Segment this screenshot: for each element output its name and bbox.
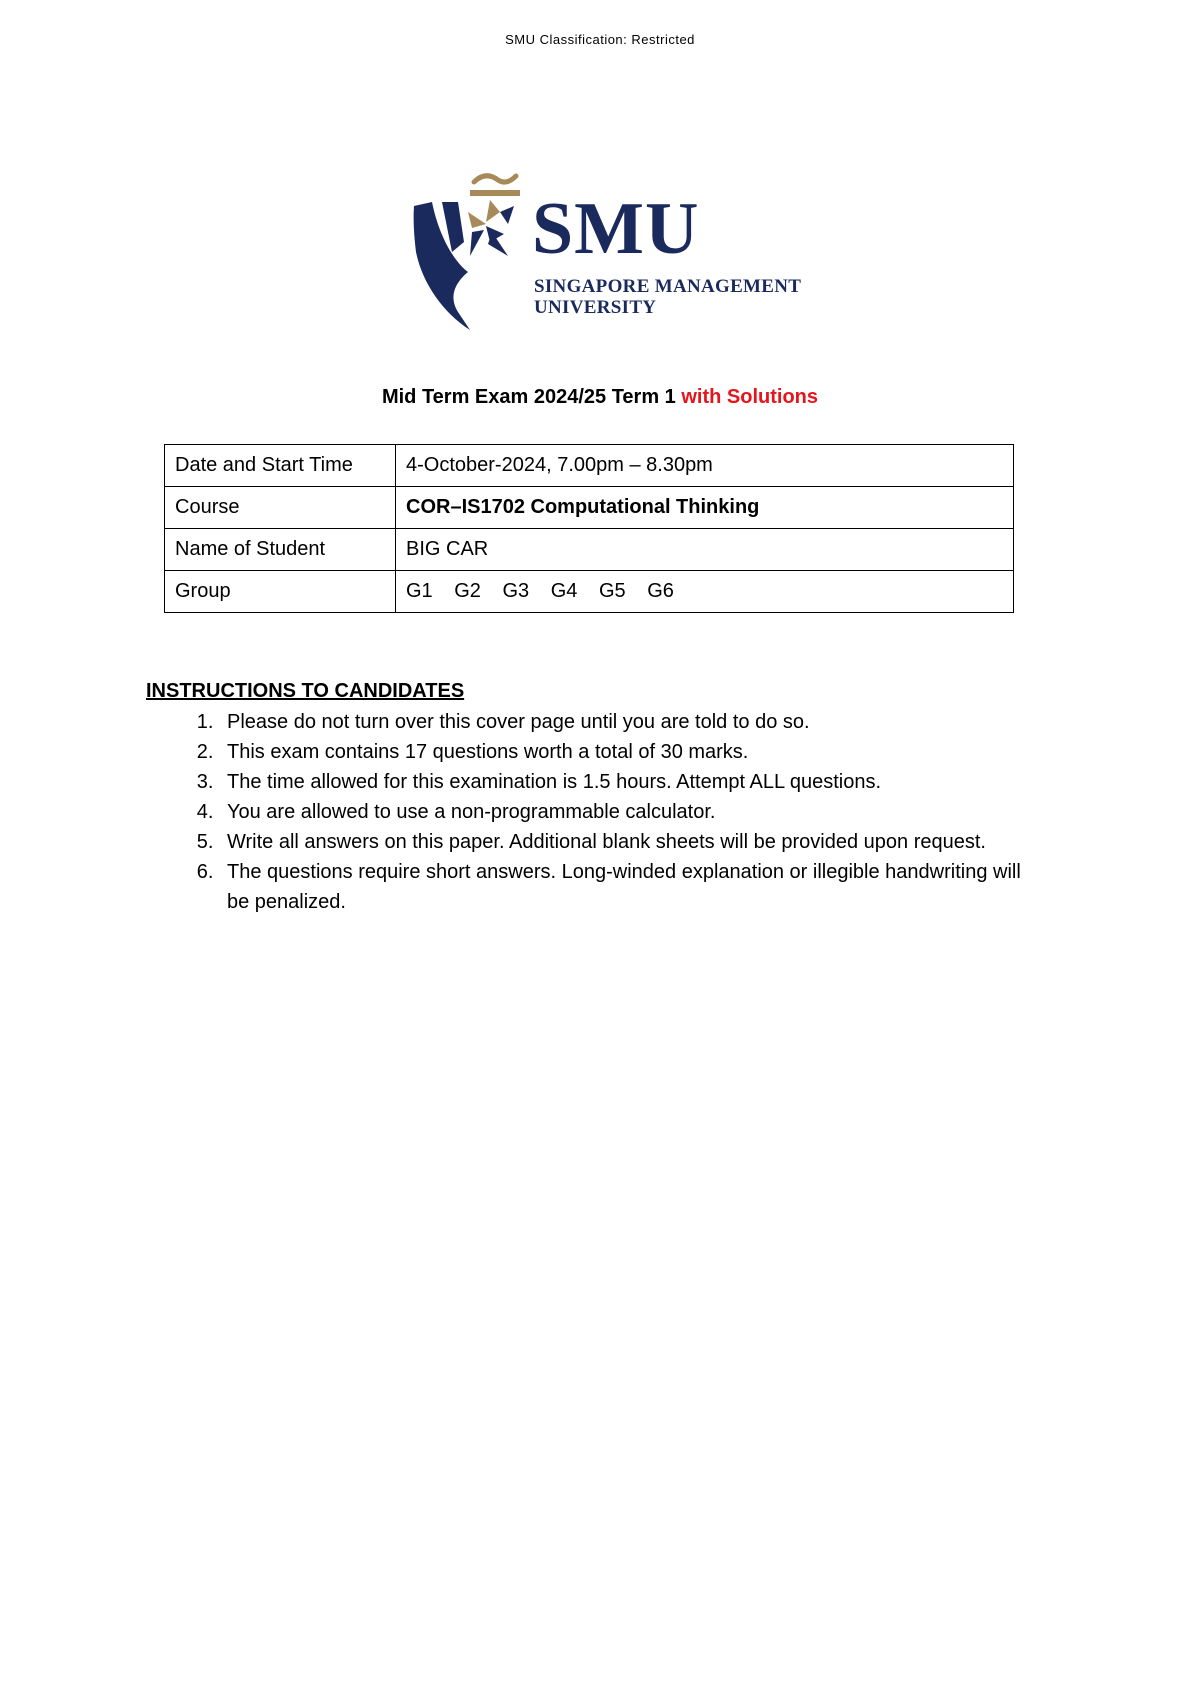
list-item: 6. The questions require short answers. Long-winded explanation or illegible handwriting will be penalized.: [219, 857, 1026, 917]
logo-wordmark: SMU: [532, 188, 700, 270]
logo-subtitle-line1: SINGAPORE MANAGEMENT: [534, 276, 802, 297]
logo-subtitle: [534, 276, 801, 318]
student-name-label: Name of Student: [165, 529, 396, 571]
list-item: 2. This exam contains 17 questions worth a total of 30 marks.: [219, 737, 1026, 767]
list-item: 3. The time allowed for this examination is 1.5 hours. Attempt ALL questions.: [219, 767, 1026, 797]
smu-logo: [412, 172, 832, 332]
group-option: G6: [647, 580, 674, 602]
course-label: Course: [165, 487, 396, 529]
exam-title-accent: with Solutions: [681, 386, 819, 408]
course-value: COR–IS1702 Computational Thinking: [396, 487, 1014, 529]
exam-info-table: [164, 444, 1014, 613]
student-name-value: BIG CAR: [396, 529, 1014, 571]
instructions-section: [146, 680, 1026, 917]
group-option: G5: [599, 580, 626, 602]
exam-title: [0, 386, 1200, 409]
classification-label: SMU Classification: Restricted: [505, 32, 695, 47]
table-row: [165, 571, 1014, 613]
group-label: Group: [165, 571, 396, 613]
logo-subtitle-line2: UNIVERSITY: [534, 297, 657, 318]
group-options: [396, 571, 1014, 613]
table-row: [165, 445, 1014, 487]
group-option: G2: [454, 580, 481, 602]
table-row: [165, 529, 1014, 571]
instructions-heading: INSTRUCTIONS TO CANDIDATES: [146, 680, 465, 702]
instructions-list: [146, 707, 1026, 917]
group-option: G1: [406, 580, 433, 602]
exam-title-main: Mid Term Exam 2024/25 Term 1: [381, 386, 676, 408]
list-item: 4. You are allowed to use a non-programmable calculator.: [219, 797, 1026, 827]
smu-emblem-icon: [412, 172, 522, 332]
date-label: Date and Start Time: [165, 445, 396, 487]
list-item: 5. Write all answers on this paper. Additional blank sheets will be provided upon request.: [219, 827, 1026, 857]
table-row: [165, 487, 1014, 529]
group-option: G4: [550, 580, 578, 602]
date-value: 4-October-2024, 7.00pm – 8.30pm: [396, 445, 1014, 487]
group-option: G3: [502, 580, 530, 602]
list-item: 1. Please do not turn over this cover page until you are told to do so.: [219, 707, 1026, 737]
